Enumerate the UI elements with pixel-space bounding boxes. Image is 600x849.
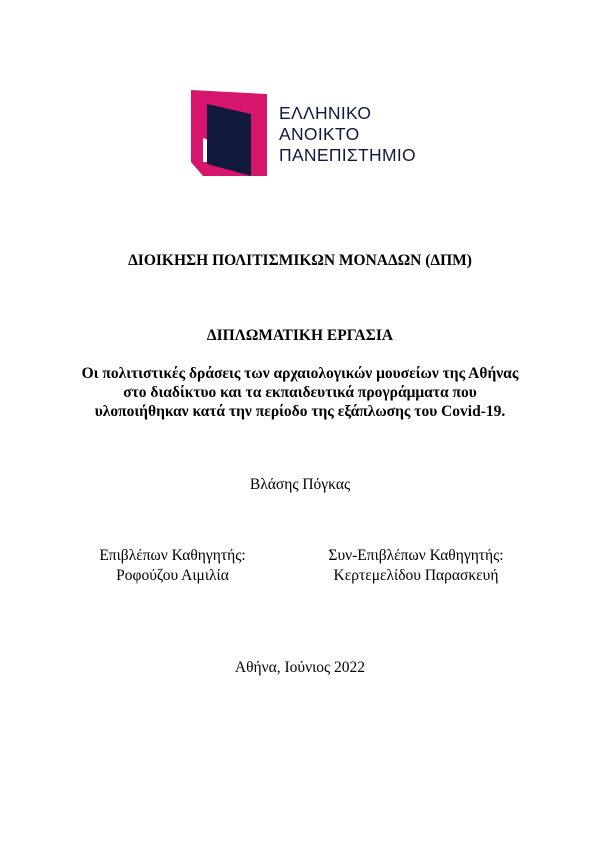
co-supervisor-label: Συν-Επιβλέπων Καθηγητής: bbox=[328, 547, 504, 564]
supervisor-block bbox=[80, 546, 265, 586]
logo-line-1: ΕΛΛΗΝΙΚΟ bbox=[279, 103, 372, 123]
logo-text bbox=[279, 103, 416, 166]
supervisor-name: Ροφούζου Αιμιλία bbox=[116, 567, 229, 584]
co-supervisor-name: Κερτεμελίδου Παρασκευή bbox=[333, 567, 499, 584]
place-date: Αθήνα, Ιούνιος 2022 bbox=[234, 659, 366, 676]
school-name: ΔΙΟΙΚΗΣΗ ΠΟΛΙΤΙΣΜΙΚΩΝ ΜΟΝΑΔΩΝ (ΔΠΜ) bbox=[128, 252, 472, 269]
co-supervisor-block bbox=[312, 546, 520, 586]
thesis-title: Οι πολιτιστικές δράσεις των αρχαιολογικών μουσείων της Αθήνας στο διαδίκτυο και τα εκπαιδευτικά προγράμματα που υλοποιήθηκαν κατά την περίοδο της εξάπλωσης του Covid-19. bbox=[81, 365, 519, 420]
logo-line-2: ΑΝΟΙΚΤΟ bbox=[279, 124, 360, 144]
university-logo bbox=[191, 90, 416, 176]
supervisor-label: Επιβλέπων Καθηγητής: bbox=[99, 547, 246, 564]
document-type: ΔΙΠΛΩΜΑΤΙΚΗ ΕΡΓΑΣΙΑ bbox=[206, 327, 394, 344]
logo-emblem-icon bbox=[191, 90, 277, 176]
author-name: Βλάσης Πόγκας bbox=[249, 476, 351, 493]
logo-line-3: ΠΑΝΕΠΙΣΤΗΜΙΟ bbox=[279, 145, 416, 165]
